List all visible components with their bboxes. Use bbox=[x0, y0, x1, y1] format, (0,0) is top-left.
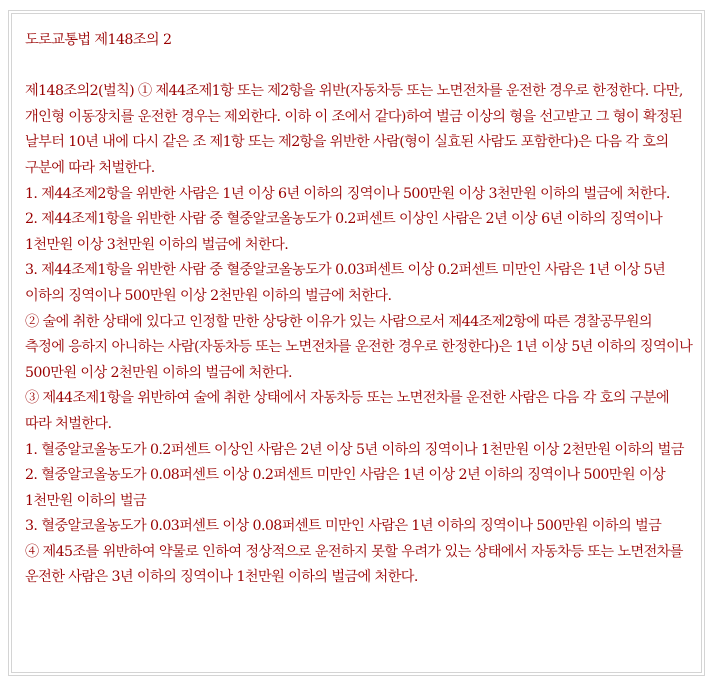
law-text-content bbox=[25, 28, 695, 591]
blank-line bbox=[25, 54, 695, 80]
paragraph-3-main-clause: ③ 제44조제1항을 위반하여 술에 취한 상태에서 자동차등 또는 노면전차를 운전한 사람은 다음 각 호의 구분에 따라 처벌한다. bbox=[25, 390, 670, 432]
document-frame bbox=[8, 10, 705, 676]
paragraph-1-main-clause: 제148조의2(벌칙) ① 제44조제1항 또는 제2항을 위반(자동차등 또는 노면전차를 운전한 경우로 한정한다. 다만, 개인형 이동장치를 운전한 경우는 제외한다. 이하 이 조에서 같다)하여 벌금 이상의 형을 선고받고 그 형이 확정된 날부터 10년 내에 다시 같은 조 제1항 또는 제2항을 위반한 사람(형이 실효된 사람도 포함한다)은 다음 각 호의 구분에 따라 처벌한다. bbox=[25, 83, 683, 176]
document-title: 도로교통법 제148조의 2 bbox=[25, 32, 172, 48]
paragraph-3-item-2: 2. 혈중알코올농도가 0.08퍼센트 이상 0.2퍼센트 미만인 사람은 1년 이상 2년 이하의 징역이나 500만원 이상 1천만원 이하의 벌금 bbox=[25, 467, 666, 509]
paragraph-3-item-3: 3. 혈중알코올농도가 0.03퍼센트 이상 0.08퍼센트 미만인 사람은 1년 이하의 징역이나 500만원 이하의 벌금 bbox=[25, 518, 662, 535]
paragraph-3-item-1: 1. 혈중알코올농도가 0.2퍼센트 이상인 사람은 2년 이상 5년 이하의 징역이나 1천만원 이상 2천만원 이하의 벌금 bbox=[25, 441, 684, 458]
paragraph-1-item-1: 1. 제44조제2항을 위반한 사람은 1년 이상 6년 이하의 징역이나 500만원 이상 3천만원 이하의 벌금에 처한다. bbox=[25, 185, 670, 202]
paragraph-2: ② 술에 취한 상태에 있다고 인정할 만한 상당한 이유가 있는 사람으로서 제44조제2항에 따른 경찰공무원의 측정에 응하지 아니하는 사람(자동차등 또는 노면전차를 운전한 경우로 한정한다)은 1년 이상 5년 이하의 징역이나 500만원 이상 2천만원 이하의 벌금에 처한다. bbox=[25, 313, 693, 381]
paragraph-4: ④ 제45조를 위반하여 약물로 인하여 정상적으로 운전하지 못할 우려가 있는 상태에서 자동차등 또는 노면전차를 운전한 사람은 3년 이하의 징역이나 1천만원 이하의 벌금에 처한다. bbox=[25, 543, 683, 586]
paragraph-1-item-2: 2. 제44조제1항을 위반한 사람 중 혈중알코올농도가 0.2퍼센트 이상인 사람은 2년 이상 6년 이하의 징역이나 1천만원 이상 3천만원 이하의 벌금에 처한다. bbox=[25, 211, 663, 253]
document-inner-border bbox=[11, 13, 702, 673]
paragraph-1-item-3: 3. 제44조제1항을 위반한 사람 중 혈중알코올농도가 0.03퍼센트 이상 0.2퍼센트 미만인 사람은 1년 이상 5년 이하의 징역이나 500만원 이상 2천만원 이하의 벌금에 처한다. bbox=[25, 262, 666, 304]
